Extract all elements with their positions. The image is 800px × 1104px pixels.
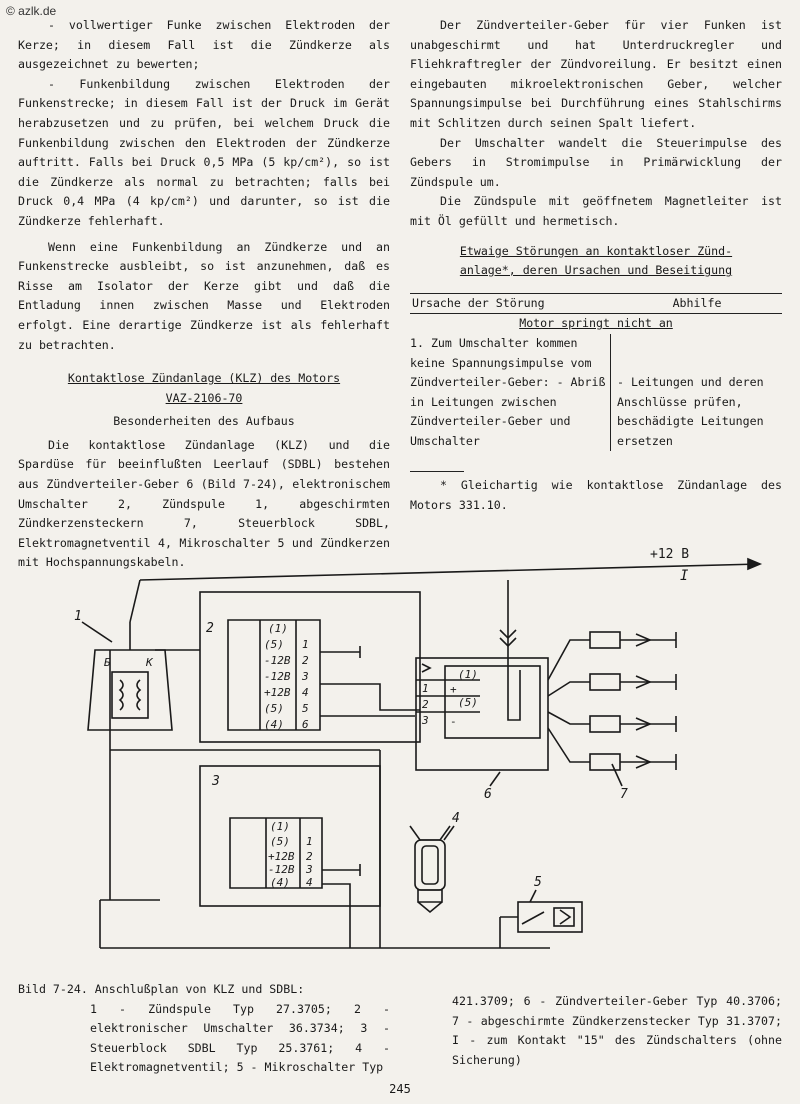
dist-hv-line — [508, 620, 520, 720]
switch-enclosure — [200, 592, 420, 742]
coil-winding-icon — [120, 680, 123, 710]
dist-minus: - — [450, 715, 457, 728]
figure-caption-left — [18, 980, 390, 1078]
switch-row: (1) — [268, 622, 288, 635]
valve-top — [410, 826, 450, 840]
table-header-cause: Ursache der Störung — [412, 295, 545, 310]
figure-caption-right: 421.3709; 6 - Zündverteiler-Geber Typ 40.3706; 7 - abgeschirmte Zündkerzenstecker Typ 31.3707; I - zum Kontakt "15" des Zündschalters (ohne Sicherung) — [452, 994, 782, 1067]
supply-label: +12 B — [650, 547, 690, 562]
switch-row: +12B — [264, 686, 291, 699]
dist-pin: 1 — [422, 682, 429, 695]
table-title-line2: anlage*, deren Ursachen und Beseitigung — [459, 263, 733, 278]
wiring-diagram — [60, 540, 780, 960]
coil-terminal-b: Б — [104, 656, 111, 669]
right-column — [410, 16, 782, 516]
coil-core — [112, 672, 148, 718]
plug-resistor — [590, 632, 620, 648]
label-2: 2 — [206, 621, 214, 636]
label-4: 4 — [452, 811, 460, 826]
switch-row: -12B — [264, 670, 291, 683]
figure-caption-legend: 1 - Zündspule Typ 27.3705; 2 - elektronischer Umschalter 36.3734; 3 - Steuerblock SDBL Typ 25.3761; 4 - Elektromagnetventil; 5 - Mikroschalter Typ — [90, 1001, 390, 1075]
table-cell-cause: 1. Zum Umschalter kommen keine Spannungsimpulse vom Zündverteiler-Geber: - Abriß in Leitungen zwischen Zündverteiler-Geber und Umschalter — [410, 334, 611, 452]
coil-terminal-k: K — [146, 656, 153, 669]
block-pin: 2 — [306, 850, 313, 863]
plug-wire — [548, 640, 590, 680]
plug-wire — [548, 712, 590, 724]
switch-pin: 3 — [302, 670, 309, 683]
valve-nozzle — [418, 890, 442, 912]
block-rows — [268, 820, 313, 889]
paragraph-no-spark: Wenn eine Funkenbildung an Zündkerze und an Funkenstrecke ausbleibt, so ist anzunehmen, daß es Risse am Isolator der Kerze gibt und daß die Entladung innen zwischen Masse und Elektroden erfolgt. Eine derartige Zündkerze ist als fehlerhaft zu betrachten. — [18, 239, 390, 352]
block-row: (1) — [270, 820, 290, 833]
block-enclosure — [200, 766, 380, 906]
dist-label-5: (5) — [458, 696, 478, 709]
supply-arrow-icon — [748, 559, 760, 569]
switch-rows — [264, 622, 309, 731]
supply-marker: I — [680, 568, 689, 584]
valve-core — [422, 846, 438, 884]
switch-row: (5) — [264, 638, 284, 651]
paragraph-bullet-2: - Funkenbildung zwischen Elektroden der Funkenstrecke; in diesem Fall ist der Druck im Gerät herabzusetzen und zu prüfen, bei welchem Druck die Funkenbildung zwischen den Elektroden der Zündkerze auftritt. Falls bei Druck 0,5 MPa (5 kp/cm²), so ist die Zündkerze als normal zu betrachten; falls bei Druck 0,4 MPa (4 kp/cm²) und darunter, so ist die Zündkerze fehlerhaft. — [18, 76, 390, 228]
leader-6 — [490, 772, 500, 786]
figure-caption-title: Bild 7-24. Anschlußplan von KLZ und SDBL: — [18, 982, 305, 996]
label-5: 5 — [534, 875, 542, 890]
switch-row: (5) — [264, 702, 284, 715]
distributor-housing — [416, 658, 548, 770]
coil-winding-icon-2 — [137, 680, 140, 710]
block-pin: 4 — [306, 876, 313, 889]
switch-pin: 2 — [302, 654, 309, 667]
dist-pin: 2 — [422, 698, 429, 711]
dist-pin: 3 — [422, 714, 429, 727]
microswitch-contact — [522, 912, 544, 924]
switch-wire-to-dist — [320, 684, 420, 710]
switch-pin: 6 — [302, 718, 309, 731]
dist-arrow-icon — [422, 664, 430, 672]
switch-pin: 1 — [302, 638, 309, 651]
paragraph-coil: Die Zündspule mit geöffnetem Magnetleiter ist mit Öl gefüllt und hermetisch. — [410, 194, 782, 228]
table-section-title: Motor springt nicht an — [519, 316, 673, 331]
leader-1 — [82, 622, 112, 642]
switch-pin: 4 — [302, 686, 309, 699]
paragraph-distributor: Der Zündverteiler-Geber für vier Funken ist unabgeschirmt und hat Unterdruckregler und Fliehkraftregler der Zündvoreilung. Er besitzt einen eingebauten mikroelektronischen Geber, welcher Spannungsimpulse bei Durchführung eines Stahlschirms mit Schlitzen durch seinen Spalt liefert. — [410, 18, 782, 130]
table-title — [410, 242, 782, 281]
microswitch-arrow-icon — [560, 910, 570, 924]
spark-plug-connectors — [548, 632, 676, 770]
coil-hv-line-2 — [130, 580, 140, 622]
left-column — [18, 16, 390, 573]
plug-resistor — [590, 716, 620, 732]
footnote: * Gleichartig wie kontaktlose Zündanlage des Motors 331.10. — [410, 478, 782, 513]
paragraph-switch: Der Umschalter wandelt die Steuerimpulse des Gebers in Stromimpulse in Primärwicklung der Zündspule um. — [410, 135, 782, 189]
switch-row: -12B — [264, 654, 291, 667]
table-header-remedy: Abhilfe — [672, 295, 722, 310]
plug-wire — [548, 728, 590, 762]
watermark: © azlk.de — [6, 4, 57, 18]
plug-resistor — [590, 754, 620, 770]
solenoid-valve — [415, 840, 445, 890]
section-heading-line1: Kontaktlose Zündanlage (KLZ) des Motors — [67, 371, 341, 386]
page-number: 245 — [389, 1082, 411, 1096]
block-row: -12B — [268, 863, 295, 876]
label-3: 3 — [212, 774, 220, 789]
switch-pin: 5 — [302, 702, 309, 715]
footnote-rule — [410, 471, 464, 472]
paragraph-klz-components: Die kontaktlose Zündanlage (KLZ) und die Spardüse für beeinflußten Leerlauf (SDBL) bestehen aus Zündverteiler-Geber 6 (Bild 7-24), elektronischem Umschalter 2, Zündspule 1, abgeschirmten Zündkerzensteckern 7, Steuerblock SDBL, Elektromagnetventil 4, Mikroschalter 5 und Zündkerzen mit Hochspannungskabeln. — [18, 437, 390, 570]
block-row: (4) — [270, 876, 290, 889]
switch-row: (4) — [264, 718, 284, 731]
block-pin: 3 — [306, 863, 313, 876]
paragraph-bullet-1: - vollwertiger Funke zwischen Elektroden der Kerze; in diesem Fall ist die Zündkerze als ausgezeichnet zu bewerten; — [18, 18, 390, 72]
label-1: 1 — [74, 609, 82, 624]
plug-resistor — [590, 674, 620, 690]
supply-line — [140, 564, 760, 580]
table-row — [410, 334, 782, 452]
section-heading-line2: VAZ-2106-70 — [165, 390, 243, 405]
leader-5 — [530, 890, 536, 902]
block-row: +12B — [268, 850, 295, 863]
label-7: 7 — [620, 787, 628, 802]
table-title-line1: Etwaige Störungen an kontaktloser Zünd- — [459, 243, 733, 258]
microswitch — [518, 902, 582, 932]
table-header — [410, 293, 782, 315]
block-row: (5) — [270, 835, 290, 848]
plug-wire — [548, 682, 590, 696]
label-6: 6 — [484, 787, 492, 802]
section-heading — [18, 369, 390, 408]
subheading: Besonderheiten des Aufbaus — [113, 414, 295, 429]
dist-label-1: (1) — [458, 668, 478, 681]
dist-plus: + — [450, 683, 457, 696]
block-wire-to-microswitch — [322, 884, 350, 948]
table-cell-remedy: - Leitungen und deren Anschlüsse prüfen, beschädigte Leitungen ersetzen — [617, 374, 764, 448]
block-pin: 1 — [306, 835, 313, 848]
